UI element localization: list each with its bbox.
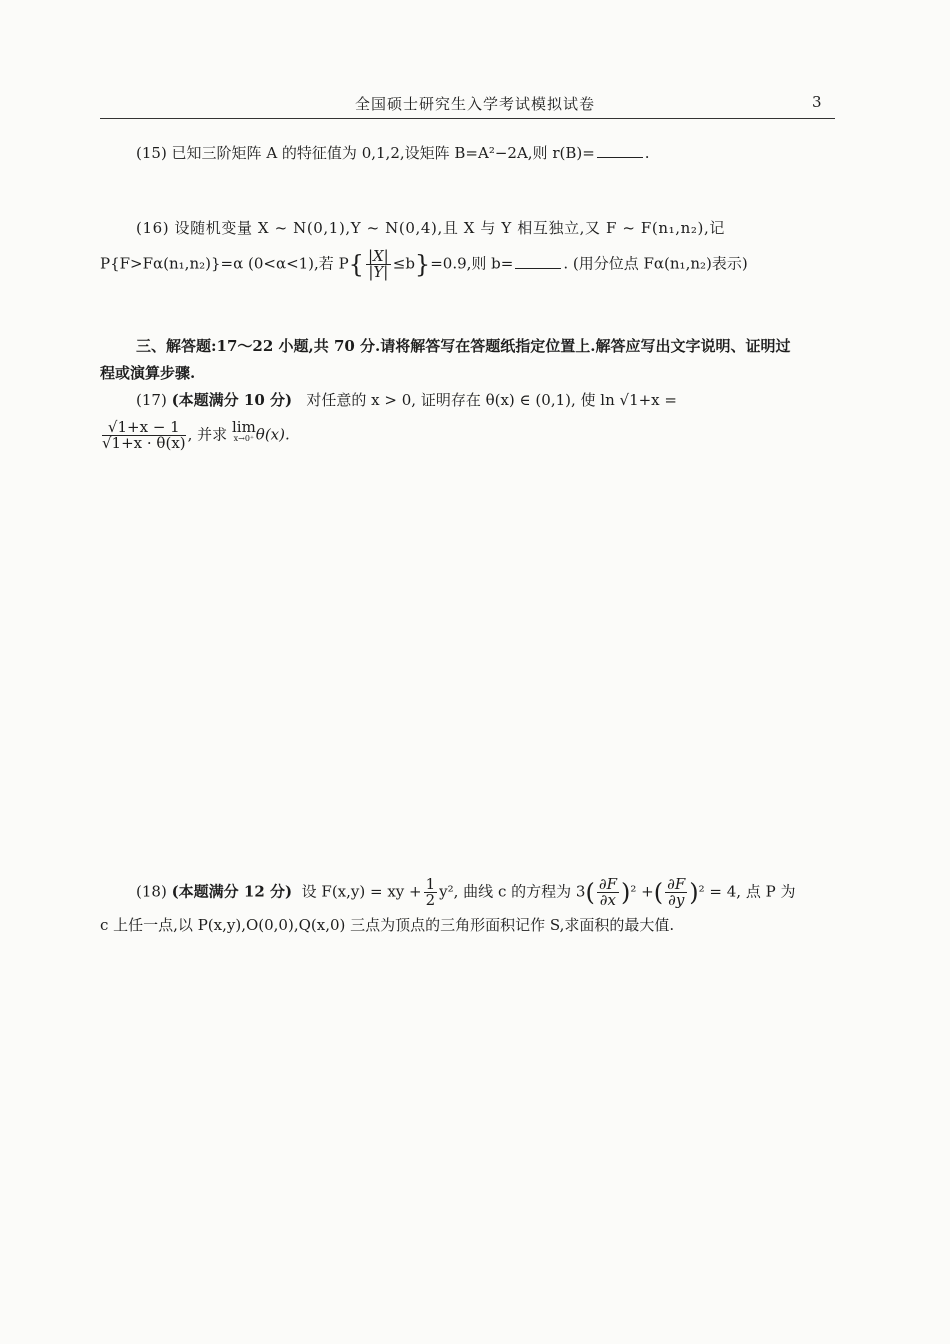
half-numerator: 1 bbox=[425, 875, 436, 893]
partial-f-y-denominator: ∂y bbox=[668, 891, 685, 909]
question-17-line-2 bbox=[100, 420, 835, 451]
paren-open: ( bbox=[585, 878, 595, 907]
right-brace: } bbox=[414, 250, 431, 279]
question-16-text-a: P{F>Fα(n₁,n₂)}=α (0<α<1),若 P bbox=[100, 254, 349, 273]
question-18-score: (本题满分 12 分) bbox=[171, 882, 293, 901]
fraction-denominator: |Y| bbox=[368, 263, 389, 281]
x-over-y-fraction bbox=[366, 249, 391, 280]
question-18-text-c: ² + bbox=[630, 882, 654, 901]
question-16-text-b: ≤b bbox=[392, 254, 415, 273]
section-3-heading-line-1: 三、解答题:17～22 小题,共 70 分.请将解答写在答题纸指定位置上.解答应写出文字说明、证明过 bbox=[136, 337, 791, 355]
page-header-title: 全国硕士研究生入学考试模拟试卷 bbox=[354, 95, 595, 113]
question-16-text-c: =0.9,则 b= bbox=[430, 254, 514, 273]
question-18-label: (18) bbox=[136, 882, 167, 901]
question-17-score: (本题满分 10 分) bbox=[171, 391, 293, 409]
question-15-text: (15) 已知三阶矩阵 A 的特征值为 0,1,2,设矩阵 B=A²−2A,则 r(B)= bbox=[136, 144, 595, 162]
question-18-text-d: ² = 4, 点 P 为 bbox=[698, 882, 796, 901]
left-brace: { bbox=[348, 250, 364, 279]
question-18-line-1 bbox=[100, 877, 871, 908]
question-18-text-b: y², 曲线 c 的方程为 3 bbox=[439, 882, 586, 901]
question-17-text: 对任意的 x > 0, 证明存在 θ(x) ∈ (0,1), 使 ln √1+x = bbox=[306, 391, 677, 409]
paren-close: ) bbox=[620, 878, 631, 907]
question-16-text-d: . (用分位点 Fα(n₁,n₂)表示) bbox=[563, 254, 748, 273]
limit-label: lim bbox=[231, 418, 256, 436]
question-18-line-2: c 上任一点,以 P(x,y),O(0,0),Q(x,0) 三点为顶点的三角形面积记作 S,求面积的最大值. bbox=[100, 916, 675, 934]
fraction-numerator: |X| bbox=[367, 247, 389, 265]
one-half-fraction bbox=[424, 877, 438, 908]
partial-f-x-fraction bbox=[597, 877, 619, 908]
answer-blank-16 bbox=[515, 254, 561, 269]
half-denominator: 2 bbox=[425, 891, 436, 909]
question-16-line-2 bbox=[100, 249, 835, 280]
question-17-tail-b: θ(x). bbox=[255, 425, 290, 444]
question-17-label: (17) bbox=[136, 391, 167, 409]
partial-f-x-numerator: ∂F bbox=[598, 875, 617, 893]
paren-close-2: ) bbox=[689, 878, 699, 907]
header-divider bbox=[100, 118, 835, 119]
section-3-heading-line-2: 程或演算步骤. bbox=[100, 364, 196, 382]
question-17-tail-a: , 并求 bbox=[187, 425, 228, 444]
partial-f-y-fraction bbox=[665, 877, 687, 908]
page-number: 3 bbox=[812, 93, 822, 111]
limit-subscript: x→0⁺ bbox=[233, 434, 255, 443]
question-16-line-1: (16) 设随机变量 X ~ N(0,1),Y ~ N(0,4),且 X 与 Y 相互独立,又 F ~ F(n₁,n₂),记 bbox=[136, 219, 725, 237]
theta-fraction bbox=[102, 420, 186, 451]
question-15 bbox=[100, 143, 871, 163]
question-15-end: . bbox=[644, 144, 650, 162]
theta-fraction-denominator: √1+x · θ(x) bbox=[102, 434, 186, 452]
answer-blank-15 bbox=[597, 143, 643, 158]
theta-fraction-numerator: √1+x − 1 bbox=[102, 420, 186, 436]
paren-open-2: ( bbox=[653, 878, 664, 907]
partial-f-y-numerator: ∂F bbox=[667, 875, 686, 893]
partial-f-x-denominator: ∂x bbox=[599, 891, 616, 909]
limit-operator bbox=[232, 420, 256, 444]
question-18-text-a: 设 F(x,y) = xy + bbox=[301, 882, 422, 901]
question-17-line-1 bbox=[100, 390, 871, 410]
